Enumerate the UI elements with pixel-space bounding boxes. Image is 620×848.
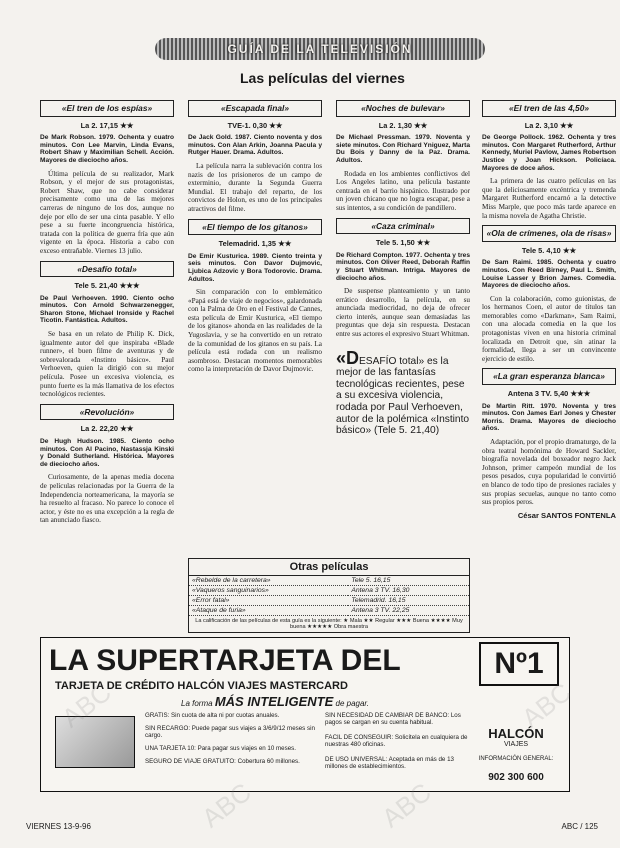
masthead-banner (155, 38, 485, 60)
rating-legend: La calificación de las películas de esta guía es la siguiente: ★ Mala ★★ Regular ★★★ Buena ★★★★ Muy buena ★★★★★ Obra maestra (195, 618, 463, 630)
film-title: «El tren de los espías» (40, 100, 174, 117)
ad-features-right (325, 712, 475, 770)
watermark: ABC (376, 776, 437, 834)
column-3 (336, 96, 470, 445)
film-review: Adaptación, por el propio dramaturgo, de la obra teatral homónima de Howard Sackler, biografía novelada del boxeador negro Jack Johnson, primer campeón mundial de los pesos pesados, cuya popularidad le convirtió en blanco de todo tipo de presiones raciales y sus propias secuelas, aunque no tanto como sus propios peros. (482, 438, 617, 507)
advertisement (40, 637, 570, 792)
film-review: Sin comparación con lo emblemático «Papá está de viaje de negocios», galardonada con la Palma de Oro en el Festival de Cannes, esta película de Emir Kusturica, «El tiempo de los gitanos» ahonda en las realidades de la Yugoslavia, y se ha convertido en un retrato de la comunidad de los gitanos en su país. La película está rodada con un realismo asombroso. Destacan momentos memorables como la interpretación de Davor Dujmovic. (188, 288, 322, 374)
film-schedule: La 2. 22,20 ★★ (80, 424, 134, 434)
pull-quote-ref: (Tele 5. 21,40) (373, 425, 440, 437)
table-row (189, 586, 469, 596)
other-films-title: Otras películas (189, 559, 469, 576)
pull-quote-text: ESAFÍO total» es la mejor de las fantasías tecnológicas recientes, pese a su excesiva violencia, rodada por Paul Verhoeven, autor de la polémica «Instinto básico» (336, 355, 470, 437)
pull-quote-lead: «D (336, 347, 360, 368)
film-credits: De Paul Verhoeven. 1990. Ciento ocho minutos. Con Arnold Schwarzenegger, Sharon Stone, Michael Ironside y Rachel Ticotin. Fantástica. Adultos. (40, 294, 174, 325)
film-credits: De Jack Gold. 1987. Ciento noventa y dos minutos. Con Alan Arkin, Joanna Pacula y Rutger Hauer. Drama. Adultos. (188, 134, 322, 157)
ad-feature: FACIL DE CONSEGUIR: Solicítela en cualquiera de nuestras 480 oficinas. (325, 734, 468, 748)
other-films-table (189, 576, 469, 616)
ad-tagline-main: MÁS INTELIGENTE (214, 694, 334, 709)
film-title: «Noches de bulevar» (336, 100, 470, 117)
other-film-title: «Ataque de furia» (189, 606, 348, 616)
watermark: ABC (196, 776, 257, 834)
masthead-text: GUÍA DE LA TELEVISIÓN (227, 42, 413, 56)
film-review: De suspense planteamiento y un tanto errático desarrollo, la película, en su anunciada mediocridad, no deja de ofrecer cierto interés, aunque sean demasiadas las preguntas que deja sin respuesta. Destacan entre sus actores el expresivo Stuart Whitman. (336, 287, 470, 339)
section-title: Las películas del viernes (240, 70, 405, 86)
film-review: Rodada en los ambientes conflictivos del Los Angeles latino, una película bastante centrada en el barrio hispánico. Ilustrado por un joven chicano que no logra escapar, pese a sus intentos, a su condición de pandillero. (336, 169, 470, 212)
film-credits: De Hugh Hudson. 1985. Ciento ocho minutos. Con Al Pacino, Nastassja Kinski y Donald Sutherland. Histórica. Mayores de dieciocho años. (40, 438, 174, 468)
credit-card-image (55, 716, 135, 768)
film-title: «Desafío total» (40, 261, 174, 278)
film-credits: De George Pollock. 1962. Ochenta y tres minutos. Con Margaret Rutherford, Arthur Kennedy, Muriel Pavlow, James Robertson Justice y Joan Hickson. Policíaca. Mayores de doce años. (482, 134, 616, 172)
film-title: «Caza criminal» (336, 218, 470, 235)
film-credits: De Michael Pressman. 1979. Noventa y siete minutos. Con Richard Yniguez, Marta Du Bois y Danny de la Paz. Drama. Adultos. (336, 134, 470, 164)
film-schedule: Tele 5. 21,40 ★★★ (74, 281, 140, 291)
film-title: «Ola de crímenes, ola de risas» (482, 225, 616, 242)
ad-feature: GRATIS: Sin cuota de alta ni por cuotas anuales. (145, 712, 280, 719)
film-title: «El tren de las 4,50» (482, 100, 616, 117)
ad-feature: UNA TARJETA 10: Para pagar sus viajes en 10 meses. (145, 745, 296, 752)
other-film-channel: Telemadrid. 16,15 (348, 596, 469, 606)
ad-tagline (181, 694, 369, 709)
brand-sub: VIAJES (503, 741, 529, 748)
pull-quote (336, 347, 470, 437)
film-title: «Revolución» (40, 404, 174, 421)
ad-features-left (145, 712, 315, 765)
film-schedule: Tele 5. 4,10 ★★ (521, 245, 577, 255)
table-row (189, 606, 469, 616)
film-schedule: Antena 3 TV. 5,40 ★★★ (507, 389, 591, 399)
film-credits: De Sam Raimi. 1985. Ochenta y cuatro minutos. Con Reed Birney, Paul L. Smith, Louise Lasser y Brion James. Comedia. Mayores de dieciocho años. (482, 259, 616, 290)
other-film-title: «Error fatal» (189, 596, 348, 606)
column-4 (482, 96, 616, 520)
footer-page: ABC / 125 (561, 822, 598, 831)
film-title: «El tiempo de los gitanos» (188, 219, 322, 236)
column-2 (188, 96, 322, 379)
column-1 (40, 96, 174, 530)
halcon-logo-block (473, 710, 559, 783)
film-schedule: La 2. 3,10 ★★ (524, 120, 574, 130)
other-film-channel: Antena 3 TV. 16,30 (348, 586, 469, 596)
ad-tagline-tail: de pagar. (335, 699, 370, 708)
film-credits: De Martin Ritt. 1970. Noventa y tres minutos. Con James Earl Jones y Chester Morris. Drama. Mayores de dieciocho años. (482, 402, 616, 433)
other-film-channel: Tele 5. 16,15 (348, 576, 469, 586)
author-signature: César SANTOS FONTENLA (517, 510, 616, 520)
phone-label: INFORMACIÓN GENERAL: (478, 756, 554, 762)
film-review: Última película de su realizador, Mark Robson, y el mejor de sus protagonistas, Robert Shaw, que no cabe considerar precisamente como una de las mejores carreras de ninguno de los dos, aunque no deje por ello de ser una cinta pasable. Y ello pese a su fuerte incongruencia histórica, tratada con la política de guerra fría que aún vigente en la época. Historia a cabo con exceso entrañable. Viernes 13 julio. (40, 169, 174, 255)
film-review: Curiosamente, de la apenas media docena de películas relacionadas por la Guerra de la Independencia norteamericana, la mayoría se ha resuelto al fracaso. No parece lo conoce el actor, y éste no es una excepción a la regla de tan anunciado fiasco. (40, 473, 174, 525)
other-film-channel: Antena 3 TV. 22,25 (348, 606, 469, 616)
other-film-title: «Rebelde de la carretera» (189, 576, 348, 586)
brand-logo: HALCÓN (488, 726, 544, 741)
film-schedule: La 2. 17,15 ★★ (80, 120, 134, 130)
footer-date: VIERNES 13-9-96 (26, 822, 91, 831)
table-row (189, 576, 469, 586)
film-review: La primera de las cuatro películas en las que la deliciosamente excéntrica y tremenda Margaret Rutherford encarnó a la detective Miss Marple, que poco más tarde aparece en la misma novela de Agatha Christie. (482, 177, 616, 220)
ad-number-one-badge: Nº1 (479, 642, 559, 686)
ad-feature: DE USO UNIVERSAL: Aceptada en más de 13 millones de establecimientos. (325, 756, 454, 770)
film-credits: De Mark Robson. 1979. Ochenta y cuatro minutos. Con Lee Marvin, Linda Evans, Robert Shaw y Maximilian Schell. Acción. Mayores de dieciocho años. (40, 134, 174, 164)
ad-tagline-lead: La forma (181, 699, 213, 708)
film-schedule: TVE-1. 0,30 ★★ (227, 120, 283, 130)
film-credits: De Richard Compton. 1977. Ochenta y tres minutos. Con Oliver Reed, Deborah Raffin y Stuart Whitman. Intriga. Mayores de dieciocho años. (336, 251, 470, 282)
ad-headline: LA SUPERTARJETA DEL (49, 644, 401, 677)
phone-number: 902 300 600 (488, 772, 544, 783)
other-film-title: «Vaqueros sanguinarios» (189, 586, 348, 596)
film-review: Se basa en un relato de Philip K. Dick, igualmente autor del que inspiraba «Blade runner», el buen filme de aventuras y de sobrevalorada «Instinto básico». Paul Verhoeven, quien la dirigió con su mejor película. Posee un excesiva violencia, es punto fuerte es la más llamativa de los efectos tecnológicos recientes. (40, 330, 174, 399)
film-credits: De Emir Kusturica. 1989. Ciento treinta y seis minutos. Con Davor Dujmovic, Ljubica Adzovic y Bora Todorovic. Drama. Adultos. (188, 252, 322, 283)
table-row (189, 596, 469, 606)
film-schedule: La 2. 1,30 ★★ (378, 120, 428, 130)
film-review: Con la colaboración, como guionistas, de los hermanos Coen, el autor de títulos tan memorables como «Darkman», Sam Raimi, con una alocada comedia en la que los protagonistas viven en una historia criminal localizada en Detroit que, sin atinar la formalidad, llega a ser un convincente ejercicio de estilo. (482, 294, 616, 363)
film-title: «Escapada final» (188, 100, 322, 117)
ad-feature: SIN RECARGO: Puede pagar sus viajes a 3/6/9/12 meses sin cargo. (145, 725, 315, 739)
film-schedule: Tele 5. 1,50 ★★ (375, 238, 431, 248)
film-title: «La gran esperanza blanca» (482, 368, 616, 385)
film-review: La película narra la sublevación contra los nazis de los prisioneros de un campo de exterminio, durante la Segunda Guerra Mundial. El trabajo del reparto, de los convictos de Holon, es uno de los principales atractivos del filme. (188, 161, 322, 213)
ad-feature: SEGURO DE VIAJE GRATUITO: Cobertura 60 millones. (145, 758, 300, 765)
ad-subheadline: TARJETA DE CRÉDITO HALCÓN VIAJES MASTERCARD (55, 680, 348, 692)
other-films-box (188, 558, 470, 633)
film-schedule: Telemadrid. 1,35 ★★ (218, 239, 292, 249)
ad-feature: SIN NECESIDAD DE CAMBIAR DE BANCO: Los pagos se cargan en su cuenta habitual. (325, 712, 461, 726)
